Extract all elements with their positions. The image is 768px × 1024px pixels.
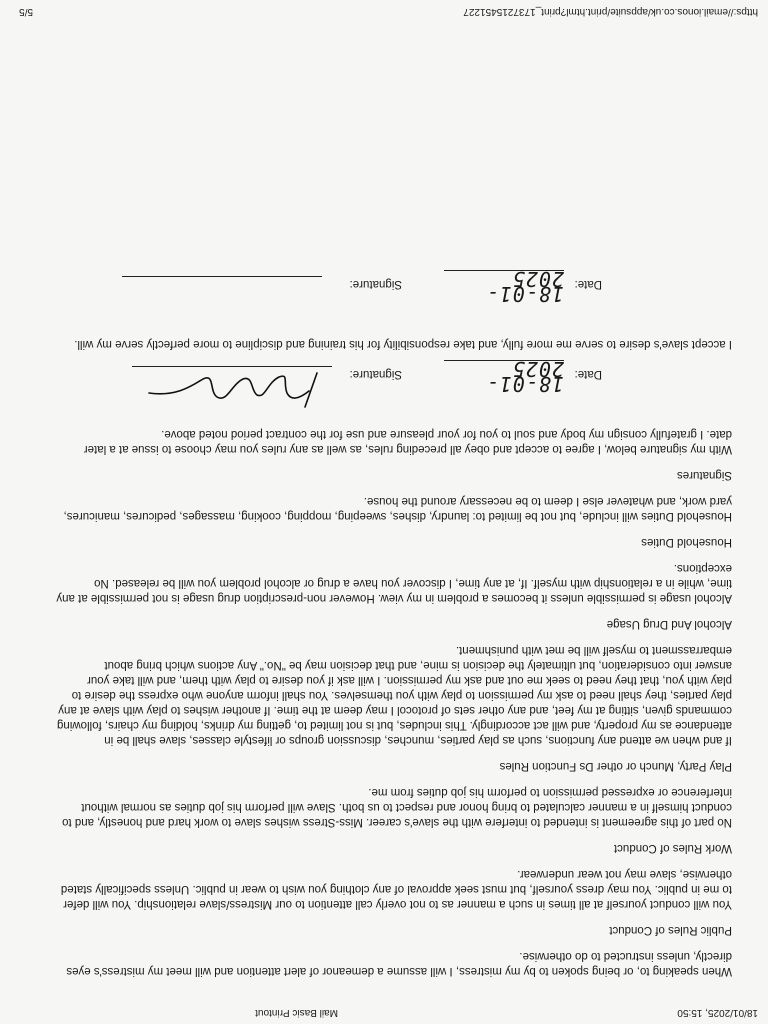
handwritten-signature-icon [137,363,327,413]
document-body [56,261,732,978]
signature-line [122,276,322,277]
paragraph-work-rules: No part of this agreement is intended to interfere with the slave's career. Miss-Stress wishes slave to work hard and honestly, and to conduct himself in a manner calculated to bring honor and respect to us both. Slave will perform his job duties as normal without interference or expressed permission to perform his job duties from me. [62,786,732,828]
paragraph-speaking: When speaking to, or being spoken to by my mistress, I will assume a demeanor of alert attention and will meet my mistress's eyes directly, unless instructed to do otherwise. [66,950,732,977]
heading-public-rules: Public Rules of Conduct [609,924,732,936]
signature-label: Signature: [349,278,402,290]
heading-work-rules: Work Rules of Conduct [613,842,732,854]
paragraph-alcohol-drug: Alcohol usage is permissible unless it becomes a problem in my view. However non-prescription drug usage is not permissible at any time, while in a relationship with myself. If, at any time, I discover you have a drug or alcohol problem you will be released. No exceptions. [56,562,732,604]
paragraph-slave-agreement: With my signature below, I agree to accept and obey all preceding rules, as well as any rules you may choose to issue at a later date. I gratefully consign my body and soul to you for your pleasure and use for the contract period noted above. [83,428,732,455]
signature-line [132,366,332,367]
heading-alcohol-drug: Alcohol And Drug Usage [606,618,732,630]
signature-block-slave [56,359,732,415]
paragraph-play-rules: If and when we attend any functions, such as play parties, munches, discussion groups or lifestyle classes, slave shall be in attendance as my property, and will act accordingly. This includes, but is not limited to, getting my drinks, holding my chairs, following commands given, sitting at my feet, and any other sets of protocol I may deem at the time. If another wishes to play with slave at any play parties, they shall need to ask my permission to play with you themselves. You shall inform anyone who express the desire to play with you, that they need to seek me out and ask my permission. I will ask if you desire to play with them, and will take your answer into consideration, but ultimately the decision is mine, and that decision may be "No." Any actions which bring about embarrassment to myself will be met with punishment. [57,644,732,746]
print-url: https://email.ionos.co.uk/appsuite/print.html?print_1737215451227 [463,6,758,17]
date-label: Date: [574,278,602,290]
paragraph-household-duties: Household Duties will include, but not be limited to: laundry, dishes, sweeping, mopping, cooking, massages, pedicures, manicures, yard work, and whatever else I deem to be necessary around the house. [63,495,732,522]
handwritten-date: 18-01-2025 [444,360,564,391]
heading-signatures: Signatures [677,469,732,481]
signature-block-mistress [56,269,732,325]
page-number: 5/5 [19,6,33,17]
signature-label: Signature: [349,368,402,380]
print-title: Mail Basic Printout [255,1007,338,1018]
print-datetime: 18/01/2025, 15:50 [677,1007,758,1018]
heading-play-rules: Play Party, Munch or other Ds Function Rules [499,760,732,772]
paragraph-public-rules: You will conduct yourself at all times in such a manner as to not overly call attention to our Mistress/slave relationship. You will defer to me in public. You may dress yourself, but must seek approval of any clothing you wish to wear in public. Unless specifically stated otherwise, slave may not wear underwear. [60,868,732,910]
date-label: Date: [574,368,602,380]
handwritten-date: 18-01-2025 [444,270,564,301]
paragraph-mistress-acceptance: I accept slave's desire to serve me more fully, and take responsibility for his training and discipline to more perfectly serve my will. [74,338,732,350]
heading-household-duties: Household Duties [641,536,732,548]
